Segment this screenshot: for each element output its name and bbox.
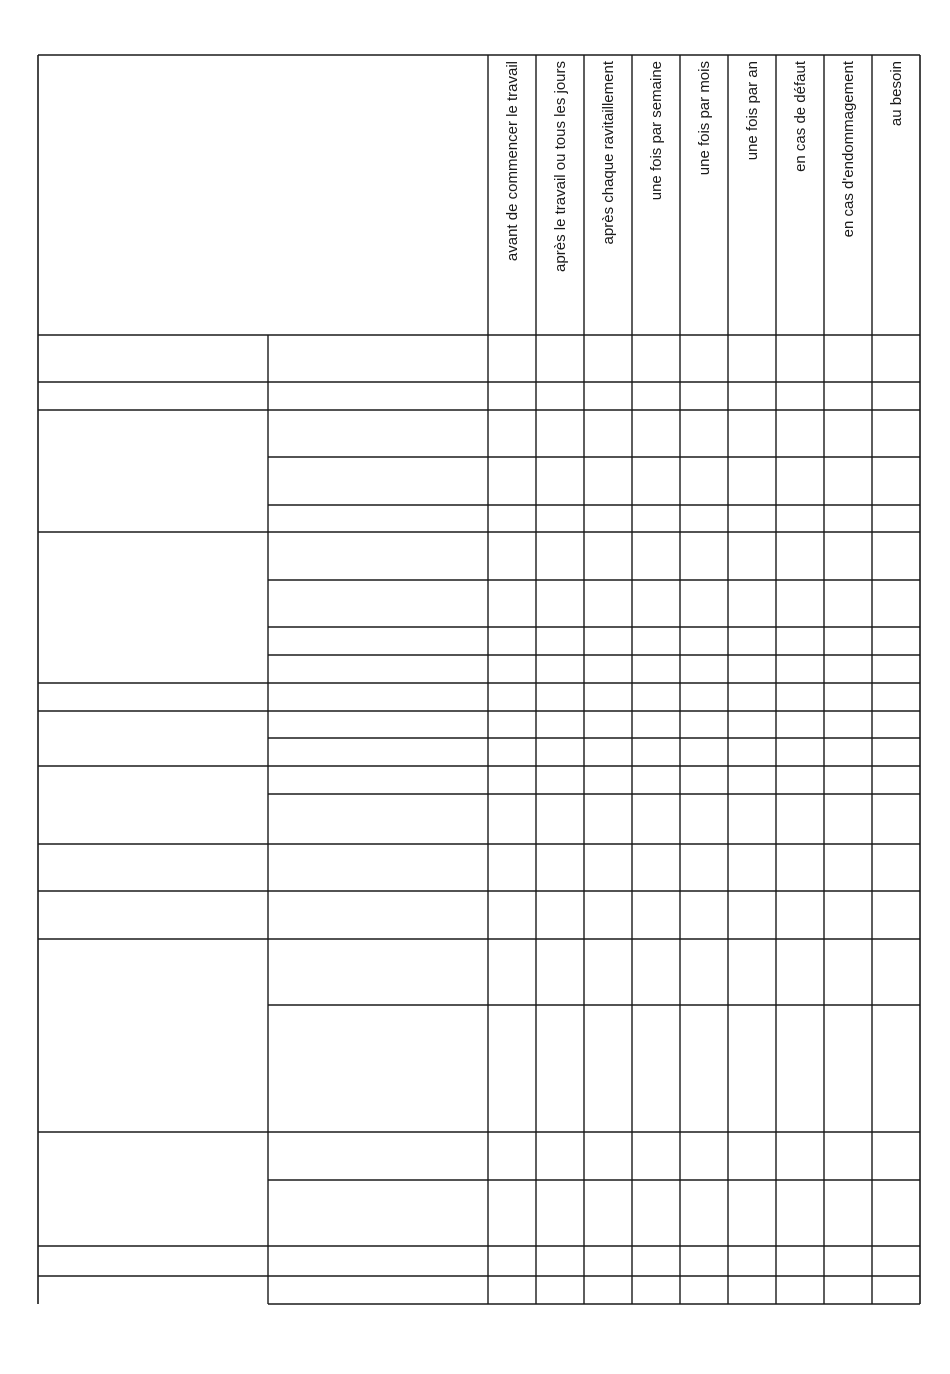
checkbox-cell[interactable]: [633, 656, 679, 682]
checkbox-cell[interactable]: [825, 795, 871, 843]
checkbox-cell[interactable]: [873, 656, 919, 682]
checkbox-cell[interactable]: [681, 506, 727, 531]
checkbox-cell[interactable]: [585, 1181, 631, 1245]
checkbox-cell[interactable]: [825, 1247, 871, 1275]
checkbox-cell[interactable]: [873, 383, 919, 409]
checkbox-cell[interactable]: [585, 506, 631, 531]
checkbox-cell[interactable]: [729, 1247, 775, 1275]
column-header-label: une fois par semaine: [648, 61, 665, 201]
checkbox-cell[interactable]: [873, 336, 919, 381]
checkbox-cell[interactable]: [537, 1133, 583, 1179]
checkbox-cell[interactable]: [825, 533, 871, 579]
checkbox-cell[interactable]: [777, 628, 823, 654]
checkbox-cell[interactable]: [825, 581, 871, 626]
checkbox-cell[interactable]: [729, 712, 775, 737]
checkbox-cell[interactable]: [633, 1133, 679, 1179]
checkbox-cell[interactable]: [633, 506, 679, 531]
checkbox-cell[interactable]: [681, 684, 727, 710]
checkbox-cell[interactable]: [873, 1006, 919, 1131]
checkbox-cell[interactable]: [537, 533, 583, 579]
checkbox-cell[interactable]: [537, 795, 583, 843]
checkbox-cell[interactable]: [729, 767, 775, 793]
checkbox-cell[interactable]: [873, 712, 919, 737]
checkbox-cell[interactable]: [777, 940, 823, 1004]
checkbox-cell[interactable]: [873, 1133, 919, 1179]
column-header-label: une fois par an: [744, 61, 761, 161]
checkbox-cell[interactable]: [873, 411, 919, 456]
checkbox-cell[interactable]: [825, 892, 871, 938]
checkbox-cell[interactable]: [585, 656, 631, 682]
checkbox-cell[interactable]: [777, 506, 823, 531]
checkbox-cell[interactable]: [873, 684, 919, 710]
checkbox-cell[interactable]: [537, 845, 583, 890]
checkbox-cell[interactable]: [585, 940, 631, 1004]
checkbox-cell[interactable]: [681, 1277, 727, 1303]
checkbox-cell[interactable]: [537, 712, 583, 737]
checkbox-cell[interactable]: [633, 940, 679, 1004]
checkbox-cell[interactable]: [777, 656, 823, 682]
checkbox-cell[interactable]: [729, 383, 775, 409]
checkbox-cell[interactable]: [825, 845, 871, 890]
checkbox-cell[interactable]: [537, 684, 583, 710]
checkbox-cell[interactable]: [729, 845, 775, 890]
checkbox-cell[interactable]: [537, 767, 583, 793]
checkbox-cell[interactable]: [777, 795, 823, 843]
checkbox-cell[interactable]: [489, 1181, 535, 1245]
checkbox-cell[interactable]: [681, 845, 727, 890]
checkbox-cell[interactable]: [537, 739, 583, 765]
checkbox-cell[interactable]: [729, 795, 775, 843]
checkbox-cell[interactable]: [777, 712, 823, 737]
checkbox-cell[interactable]: [777, 739, 823, 765]
checkbox-cell[interactable]: [825, 1277, 871, 1303]
checkbox-cell[interactable]: [873, 1181, 919, 1245]
checkbox-cell[interactable]: [489, 656, 535, 682]
checkbox-cell[interactable]: [825, 1181, 871, 1245]
checkbox-cell[interactable]: [681, 336, 727, 381]
column-header-label: en cas d'endommagement: [840, 61, 857, 238]
checkbox-cell[interactable]: [873, 581, 919, 626]
checkbox-cell[interactable]: [633, 581, 679, 626]
checkbox-cell[interactable]: [681, 739, 727, 765]
checkbox-cell[interactable]: [681, 533, 727, 579]
checkbox-cell[interactable]: [537, 506, 583, 531]
checkbox-cell[interactable]: [729, 336, 775, 381]
column-header-label: au besoin: [888, 61, 905, 127]
checkbox-cell[interactable]: [489, 712, 535, 737]
checkbox-cell[interactable]: [489, 581, 535, 626]
checkbox-cell[interactable]: [729, 739, 775, 765]
checkbox-cell[interactable]: [633, 1181, 679, 1245]
checkbox-cell[interactable]: [825, 940, 871, 1004]
checkbox-cell[interactable]: [681, 1247, 727, 1275]
checkbox-cell[interactable]: [585, 336, 631, 381]
table-cells: [489, 336, 919, 1303]
checkbox-cell[interactable]: [537, 411, 583, 456]
checkbox-cell[interactable]: [489, 684, 535, 710]
checkbox-cell[interactable]: [681, 1133, 727, 1179]
checkbox-cell[interactable]: [489, 411, 535, 456]
checkbox-cell[interactable]: [585, 712, 631, 737]
checkbox-cell[interactable]: [873, 458, 919, 504]
checkbox-cell[interactable]: [585, 383, 631, 409]
checkbox-cell[interactable]: [585, 581, 631, 626]
checkbox-cell[interactable]: [777, 581, 823, 626]
column-header-label: une fois par mois: [696, 61, 713, 176]
checkbox-cell[interactable]: [681, 712, 727, 737]
checkbox-cell[interactable]: [681, 628, 727, 654]
checkbox-cell[interactable]: [873, 767, 919, 793]
column-header-label: après chaque ravitaillement: [600, 61, 617, 245]
checkbox-cell[interactable]: [633, 1006, 679, 1131]
checkbox-cell[interactable]: [633, 795, 679, 843]
checkbox-cell[interactable]: [489, 628, 535, 654]
checkbox-cell[interactable]: [873, 1277, 919, 1303]
checkbox-cell[interactable]: [489, 1133, 535, 1179]
checkbox-cell[interactable]: [489, 845, 535, 890]
checkbox-cell[interactable]: [873, 795, 919, 843]
checkbox-cell[interactable]: [777, 533, 823, 579]
checkbox-cell[interactable]: [537, 1181, 583, 1245]
checkbox-cell[interactable]: [537, 336, 583, 381]
checkbox-cell[interactable]: [777, 1006, 823, 1131]
checkbox-cell[interactable]: [537, 1006, 583, 1131]
checkbox-cell[interactable]: [777, 845, 823, 890]
checkbox-cell[interactable]: [777, 383, 823, 409]
checkbox-cell[interactable]: [729, 533, 775, 579]
checkbox-cell[interactable]: [489, 940, 535, 1004]
checkbox-cell[interactable]: [585, 739, 631, 765]
checkbox-cell[interactable]: [729, 1133, 775, 1179]
checkbox-cell[interactable]: [729, 656, 775, 682]
checkbox-cell[interactable]: [537, 383, 583, 409]
checkbox-cell[interactable]: [585, 1277, 631, 1303]
checkbox-cell[interactable]: [825, 739, 871, 765]
checkbox-cell[interactable]: [633, 628, 679, 654]
checkbox-cell[interactable]: [537, 892, 583, 938]
checkbox-cell[interactable]: [633, 684, 679, 710]
checkbox-cell[interactable]: [633, 845, 679, 890]
checkbox-cell[interactable]: [777, 1181, 823, 1245]
checkbox-cell[interactable]: [873, 628, 919, 654]
checkbox-cell[interactable]: [777, 684, 823, 710]
checkbox-cell[interactable]: [825, 684, 871, 710]
checkbox-cell[interactable]: [729, 684, 775, 710]
checkbox-cell[interactable]: [633, 383, 679, 409]
checkbox-cell[interactable]: [681, 1006, 727, 1131]
checkbox-cell[interactable]: [729, 581, 775, 626]
checkbox-cell[interactable]: [873, 533, 919, 579]
checkbox-cell[interactable]: [825, 767, 871, 793]
checkbox-cell[interactable]: [489, 383, 535, 409]
checkbox-cell[interactable]: [585, 767, 631, 793]
checkbox-cell[interactable]: [633, 533, 679, 579]
checkbox-cell[interactable]: [681, 458, 727, 504]
checkbox-cell[interactable]: [777, 411, 823, 456]
checkbox-cell[interactable]: [489, 739, 535, 765]
checkbox-cell[interactable]: [489, 533, 535, 579]
checkbox-cell[interactable]: [489, 336, 535, 381]
checkbox-cell[interactable]: [585, 684, 631, 710]
column-headers: [504, 60, 905, 272]
checkbox-cell[interactable]: [873, 892, 919, 938]
checkbox-cell[interactable]: [585, 628, 631, 654]
checkbox-cell[interactable]: [777, 1133, 823, 1179]
checkbox-cell[interactable]: [777, 458, 823, 504]
column-header-label: avant de commencer le travail: [504, 61, 521, 262]
column-header-label: en cas de défaut: [792, 61, 809, 172]
checkbox-cell[interactable]: [537, 458, 583, 504]
checkbox-cell[interactable]: [729, 411, 775, 456]
checkbox-cell[interactable]: [681, 892, 727, 938]
checkbox-cell[interactable]: [681, 383, 727, 409]
checkbox-cell[interactable]: [825, 656, 871, 682]
checkbox-cell[interactable]: [585, 845, 631, 890]
checkbox-cell[interactable]: [489, 795, 535, 843]
checkbox-cell[interactable]: [585, 795, 631, 843]
checkbox-cell[interactable]: [633, 739, 679, 765]
checkbox-cell[interactable]: [585, 1247, 631, 1275]
checkbox-cell[interactable]: [681, 767, 727, 793]
checkbox-cell[interactable]: [729, 940, 775, 1004]
checkbox-cell[interactable]: [585, 458, 631, 504]
checkbox-cell[interactable]: [873, 1247, 919, 1275]
checkbox-cell[interactable]: [681, 940, 727, 1004]
checkbox-cell[interactable]: [537, 656, 583, 682]
column-header-label: après le travail ou tous les jours: [552, 61, 569, 272]
checkbox-cell[interactable]: [633, 892, 679, 938]
checkbox-cell[interactable]: [489, 892, 535, 938]
checkbox-cell[interactable]: [729, 892, 775, 938]
checkbox-cell[interactable]: [681, 581, 727, 626]
checkbox-cell[interactable]: [633, 336, 679, 381]
checkbox-cell[interactable]: [537, 1277, 583, 1303]
checkbox-cell[interactable]: [729, 1181, 775, 1245]
checkbox-cell[interactable]: [729, 1006, 775, 1131]
checkbox-cell[interactable]: [729, 628, 775, 654]
checkbox-cell[interactable]: [777, 892, 823, 938]
checkbox-cell[interactable]: [825, 506, 871, 531]
checkbox-cell[interactable]: [777, 1247, 823, 1275]
checkbox-cell[interactable]: [489, 506, 535, 531]
checkbox-cell[interactable]: [873, 940, 919, 1004]
checkbox-cell[interactable]: [873, 845, 919, 890]
checkbox-cell[interactable]: [489, 1247, 535, 1275]
checkbox-cell[interactable]: [537, 581, 583, 626]
checkbox-cell[interactable]: [873, 739, 919, 765]
checkbox-cell[interactable]: [489, 1277, 535, 1303]
checkbox-cell[interactable]: [489, 1006, 535, 1131]
checkbox-cell[interactable]: [777, 767, 823, 793]
checkbox-cell[interactable]: [633, 458, 679, 504]
checkbox-cell[interactable]: [633, 411, 679, 456]
checkbox-cell[interactable]: [825, 1133, 871, 1179]
checkbox-cell[interactable]: [825, 712, 871, 737]
checkbox-cell[interactable]: [729, 506, 775, 531]
checkbox-cell[interactable]: [681, 656, 727, 682]
checkbox-cell[interactable]: [537, 628, 583, 654]
checkbox-cell[interactable]: [633, 712, 679, 737]
checkbox-cell[interactable]: [585, 533, 631, 579]
checkbox-cell[interactable]: [585, 1006, 631, 1131]
checkbox-cell[interactable]: [825, 383, 871, 409]
checkbox-cell[interactable]: [633, 767, 679, 793]
checkbox-cell[interactable]: [537, 940, 583, 1004]
checkbox-cell[interactable]: [537, 1247, 583, 1275]
checkbox-cell[interactable]: [777, 1277, 823, 1303]
checkbox-cell[interactable]: [681, 1181, 727, 1245]
checkbox-cell[interactable]: [633, 1277, 679, 1303]
checkbox-cell[interactable]: [729, 1277, 775, 1303]
checkbox-cell[interactable]: [873, 506, 919, 531]
checkbox-cell[interactable]: [729, 458, 775, 504]
checkbox-cell[interactable]: [585, 411, 631, 456]
checkbox-cell[interactable]: [681, 795, 727, 843]
checkbox-cell[interactable]: [681, 411, 727, 456]
checkbox-cell[interactable]: [825, 628, 871, 654]
checkbox-cell[interactable]: [825, 458, 871, 504]
checkbox-cell[interactable]: [585, 892, 631, 938]
checkbox-cell[interactable]: [825, 1006, 871, 1131]
checkbox-cell[interactable]: [825, 411, 871, 456]
checkbox-cell[interactable]: [633, 1247, 679, 1275]
checkbox-cell[interactable]: [489, 458, 535, 504]
checkbox-cell[interactable]: [777, 336, 823, 381]
checkbox-cell[interactable]: [489, 767, 535, 793]
checkbox-cell[interactable]: [825, 336, 871, 381]
checkbox-cell[interactable]: [585, 1133, 631, 1179]
